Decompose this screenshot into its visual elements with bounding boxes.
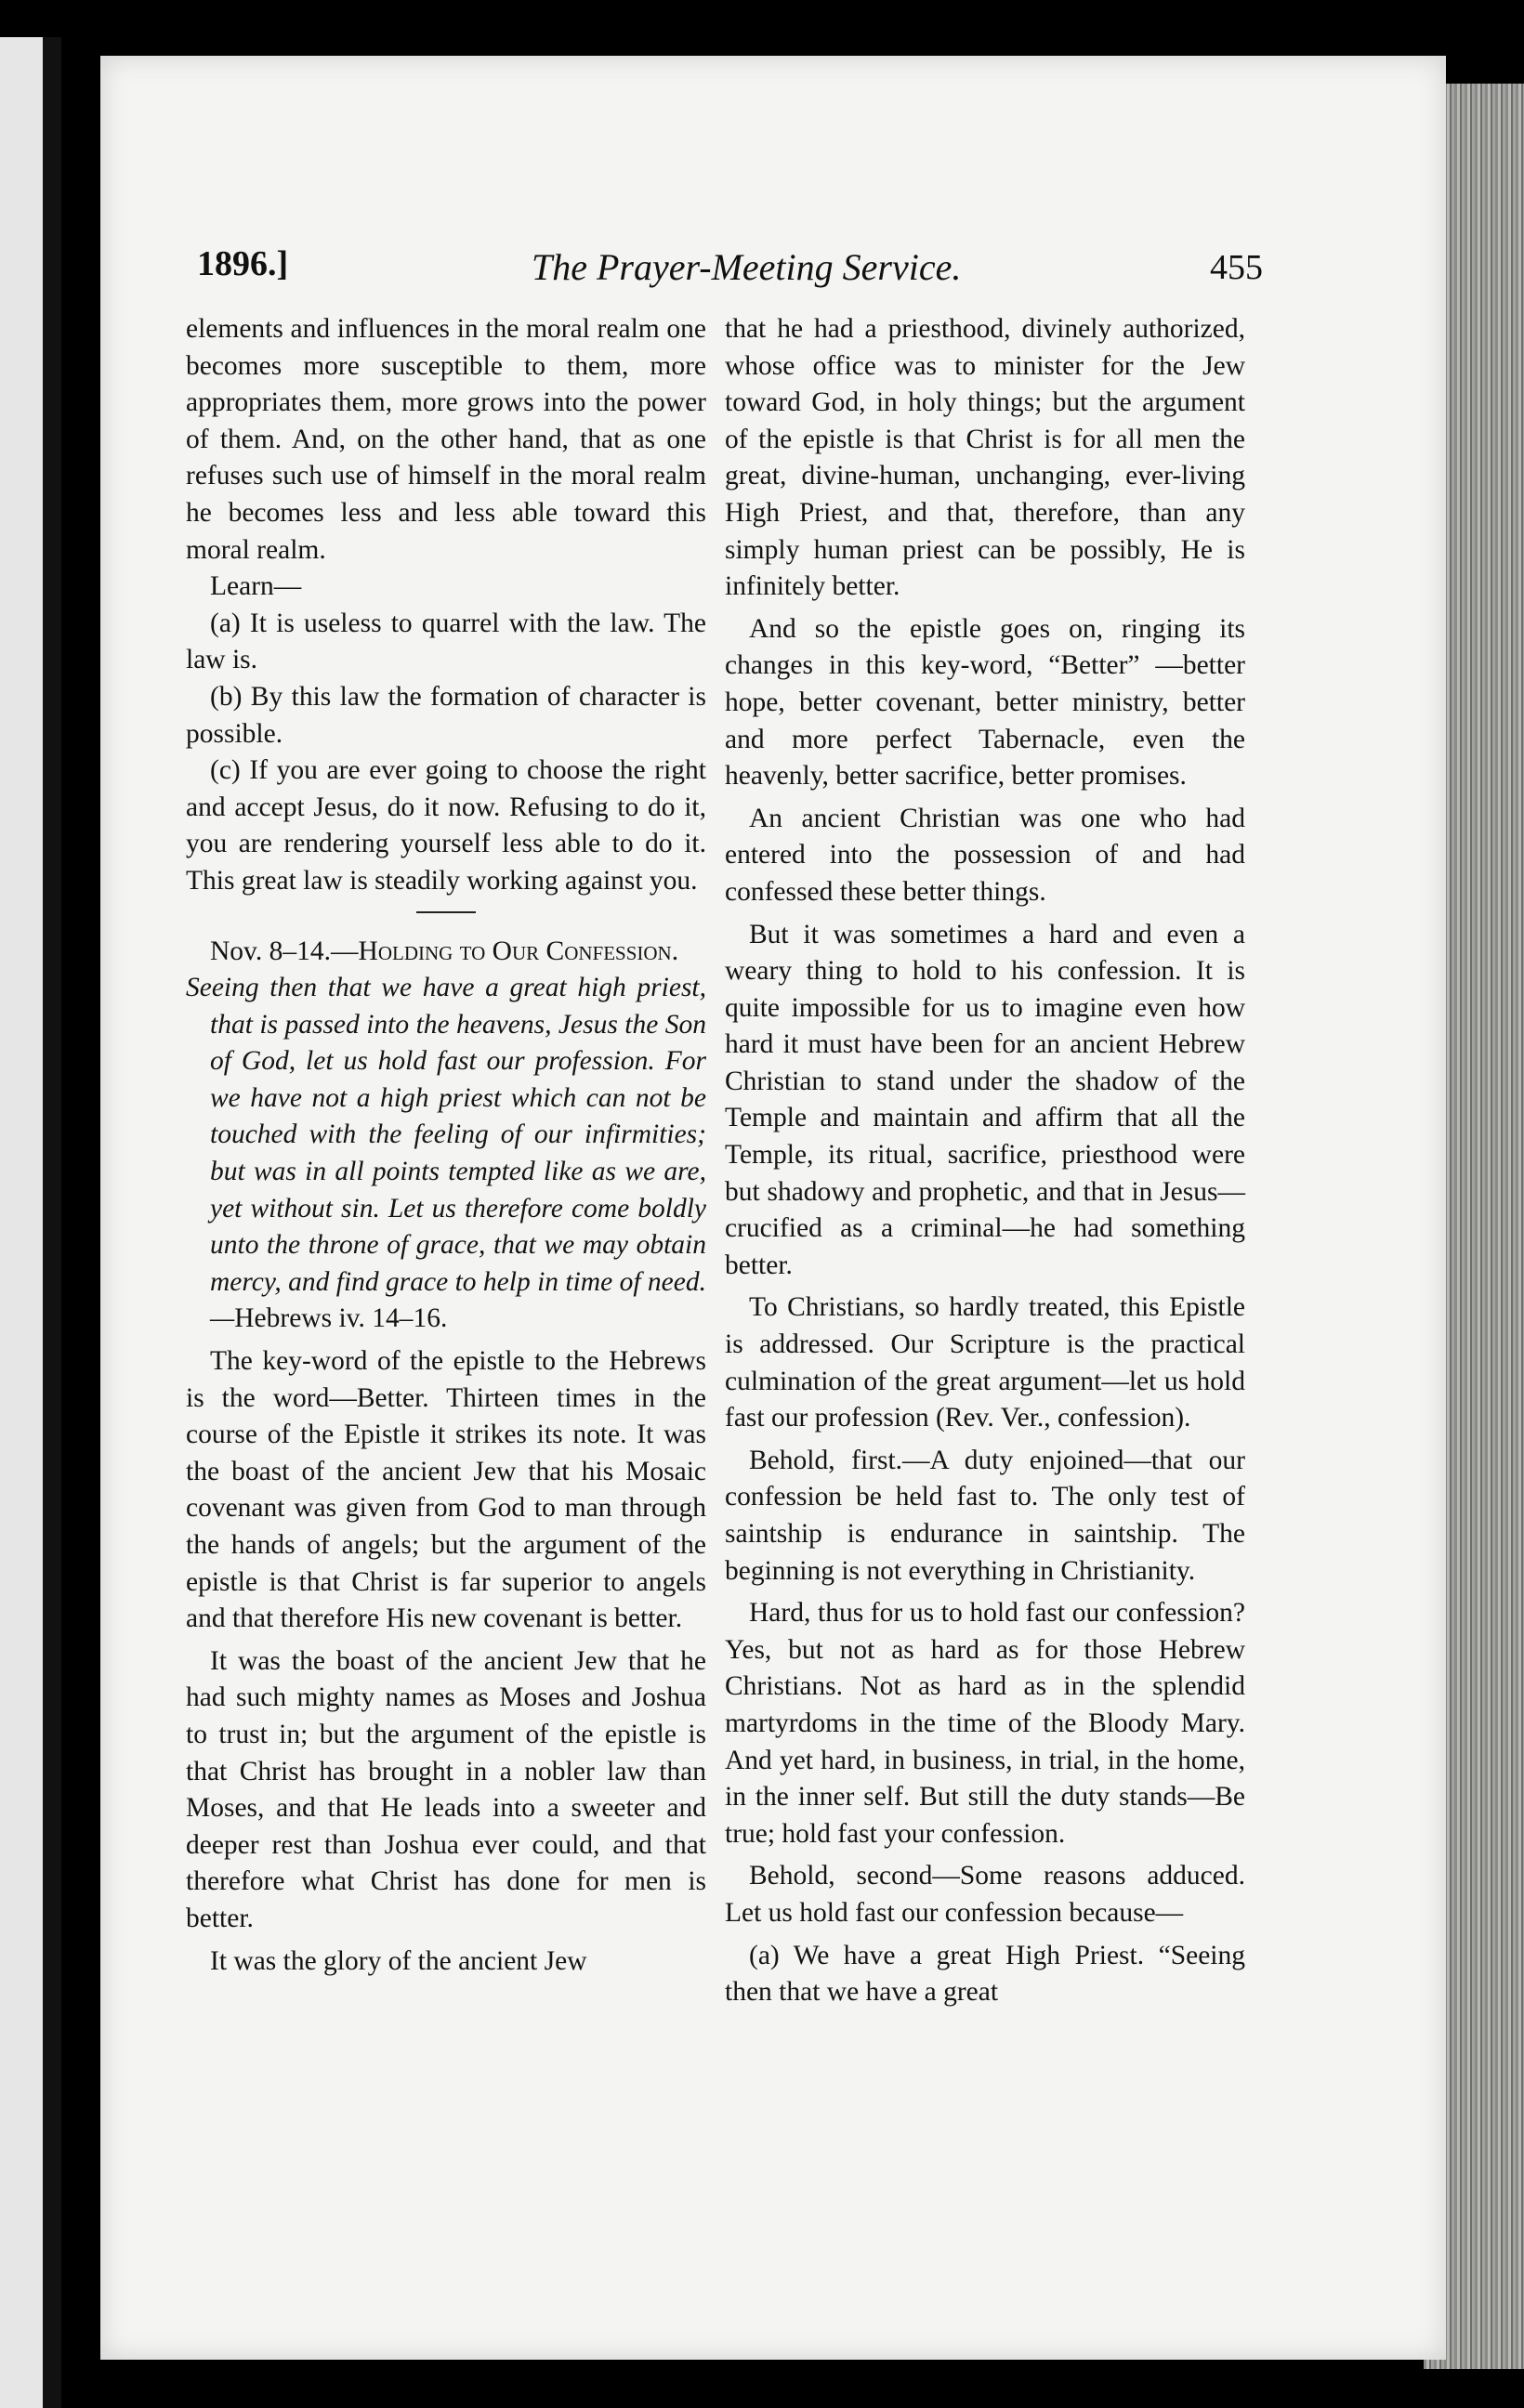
learn-item-b: (b) By this law the formation of character is possible. — [186, 681, 706, 749]
scripture-reference: Hebrews iv. 14–16. — [234, 1303, 448, 1334]
right-paragraph-8: Behold, second—Some reasons adduced. Let us hold fast our confession because— — [725, 1861, 1245, 1928]
section-heading — [186, 934, 706, 971]
scripture-text: Seeing then that we have a great high priest, that is passed into the heavens, Jesus the Son of God, let us hold fast our profession. For we have not a high priest which can not be touched with the feeling of our infirmities; but was in all points tempted like as we are, yet without sin. Let us therefore come boldly unto the throne of grace, that we may obtain mercy, and find grace to help in time of need.— — [186, 973, 706, 1334]
left-paragraph-3: It was the boast of the ancient Jew that he had such mighty names as Moses and Joshua to trust in; but the argument of the epistle is that Christ has brought in a nobler law than Moses, and that He leads into a sweeter and deeper rest than Joshua ever could, and that therefore what Christ has done for men is better. — [186, 1645, 706, 1933]
right-paragraph-4: But it was sometimes a hard and even a weary thing to hold to his confession. It is quite impossible for us to imagine even how hard it must have been for an ancient Hebrew Christian to stand under the shadow of the Temple and maintain and affirm that all the Temple, its ritual, sacrifice, priesthood were but shadowy and prophetic, and that in Jesus—crucified as a criminal—he had something better. — [725, 919, 1245, 1280]
right-paragraph-5: To Christians, so hardly treated, this Epistle is addressed. Our Scripture is the practical culmination of the great argument—let us hold fast our profession (Rev. Ver., confession). — [725, 1292, 1245, 1433]
section-divider — [416, 911, 476, 913]
previous-page-edge — [0, 37, 74, 2408]
learn-label: Learn— — [210, 571, 302, 602]
learn-item-c: (c) If you are ever going to choose the right and accept Jesus, do it now. Refusing to do it, you are rendering yourself less able to do it. This great law is steadily working against you. — [186, 755, 706, 896]
left-column — [186, 311, 706, 1980]
right-paragraph-3: An ancient Christian was one who had entered into the possession of and had confessed these better things. — [725, 803, 1245, 907]
running-header — [197, 243, 1266, 299]
header-year: 1896.] — [197, 244, 289, 283]
right-column — [725, 311, 1245, 2011]
right-paragraph-1: that he had a priesthood, divinely authorized, whose office was to minister for the Jew toward God, in holy things; but the argument of the epistle is that Christ is for all men the great, divine-human, unchanging, ever-living High Priest, and that, therefore, than any simply human priest can be possibly, He is infinitely better. — [725, 314, 1245, 602]
left-paragraph-2: The key-word of the epistle to the Hebrews is the word—Better. Thirteen times in the course of the Epistle it strikes its note. It was the boast of the ancient Jew that his Mosaic covenant was given from God to man through the hands of angels; but the argument of the epistle is that Christ is far superior to angels and that therefore His new covenant is better. — [186, 1346, 706, 1634]
right-paragraph-6: Behold, first.—A duty enjoined—that our confession be held fast to. The only test of saintship is endurance in saintship. The beginning is not everything in Christianity. — [725, 1445, 1245, 1586]
heading-title: Holding to Our Confession. — [358, 936, 679, 966]
learn-item-a: (a) It is useless to quarrel with the law. The law is. — [186, 608, 706, 675]
left-paragraph-1: elements and influences in the moral realm one becomes more susceptible to them, more appropriates them, more grows into the power of them. And, on the other hand, that as one refuses such use of himself in the moral realm he becomes less and less able toward this moral realm. — [186, 314, 706, 565]
left-paragraph-4: It was the glory of the ancient Jew — [210, 1945, 587, 1976]
header-title: The Prayer-Meeting Service. — [532, 246, 962, 288]
scripture-quote — [186, 970, 706, 1338]
right-paragraph-2: And so the epistle goes on, ringing its changes in this key-word, “Better” —better hope, better covenant, better ministry, better and more perfect Tabernacle, even the heavenly, better sacrifice, better promises. — [725, 613, 1245, 792]
heading-date: Nov. 8–14.— — [210, 936, 359, 966]
right-paragraph-7: Hard, thus for us to hold fast our confession? Yes, but not as hard as for those Hebrew Christians. Not as hard as in the splendid martyrdoms in the time of the Bloody Mary. And yet hard, in business, in trial, in the home, in the inner self. But still the duty stands—Be true; hold fast your confession. — [725, 1598, 1245, 1849]
right-paragraph-9: (a) We have a great High Priest. “Seeing then that we have a great — [725, 1940, 1245, 2008]
page-number: 455 — [1210, 248, 1263, 287]
